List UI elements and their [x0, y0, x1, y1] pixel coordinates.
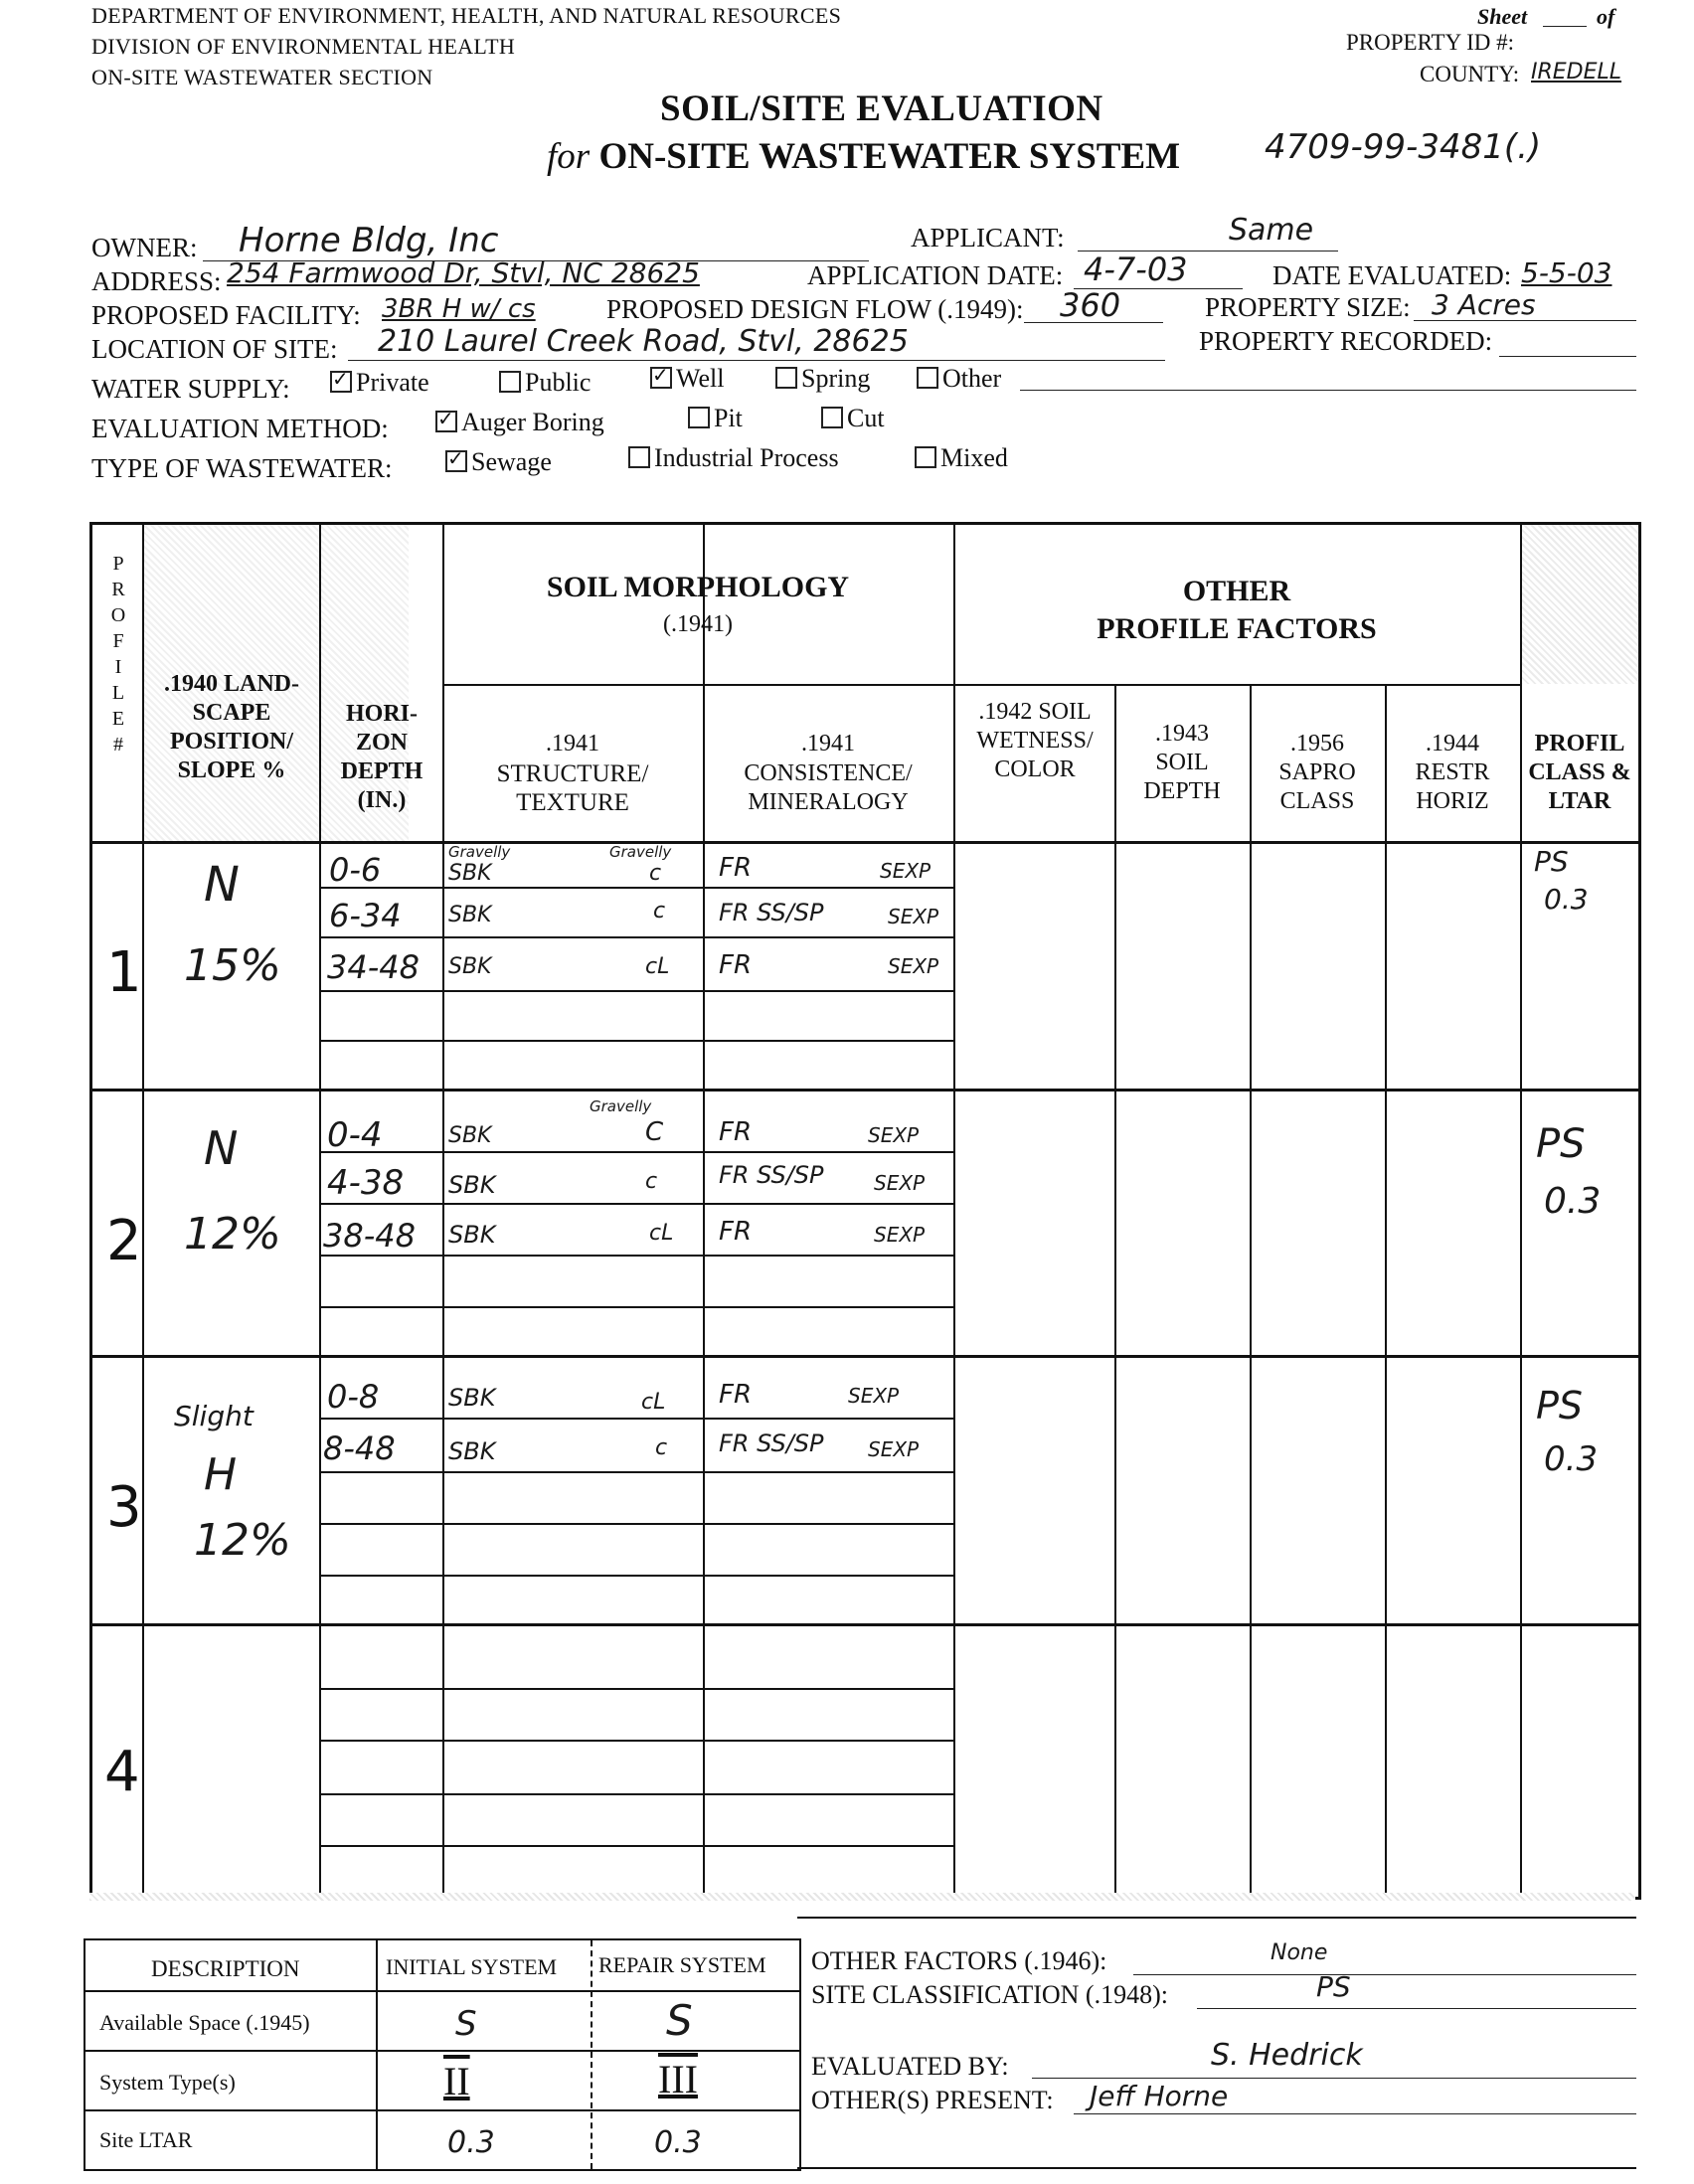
table-row-consistence: FR [719, 1117, 753, 1147]
horizon-header: HORI- ZON DEPTH (IN.) [340, 701, 424, 813]
division-line: DIVISION OF ENVIRONMENTAL HEALTH [91, 34, 516, 59]
table-row-structure: SBK [448, 1123, 492, 1148]
profile-3-landscape: Slight [174, 1400, 254, 1432]
table-row-mineralogy: SEXP [848, 1384, 900, 1408]
profile-2-class: PS [1536, 1121, 1586, 1167]
profile-3-class: PS [1536, 1384, 1584, 1428]
table-row-mineralogy: SEXP [874, 1171, 926, 1195]
system-summary-table [84, 1938, 801, 2171]
soil-morphology-code: (.1941) [663, 611, 733, 637]
soil-morphology-title: SOIL MORPHOLOGY [546, 571, 850, 603]
table-row-mineralogy: SEXP [888, 905, 939, 928]
table-row-structure: SBK [448, 1437, 496, 1465]
water-well-option[interactable]: ✓ Well [650, 364, 724, 394]
department-line: DEPARTMENT OF ENVIRONMENT, HEALTH, AND NATURAL RESOURCES [91, 3, 842, 28]
table-row-consistence: FR [719, 853, 753, 883]
industrial-option[interactable]: Industrial Process [628, 443, 839, 473]
table-row-depth: 0-6 [329, 851, 382, 889]
profile-class-header: PROFIL CLASS & LTAR [1528, 731, 1631, 814]
auger-boring-option[interactable]: ✓ Auger Boring [435, 408, 604, 437]
table-row-texture: C [645, 1117, 664, 1147]
design-flow-label: PROPOSED DESIGN FLOW (.1949): [606, 294, 1024, 324]
profile-1-class: PS [1534, 845, 1569, 878]
table-row-note: Gravelly [590, 1097, 652, 1115]
department-block [91, 0, 841, 92]
table-row-depth: 38-48 [323, 1217, 416, 1255]
other-checkbox[interactable] [917, 367, 938, 389]
water-private-option[interactable]: ✓ Private [330, 368, 429, 398]
table-row-note: Gravelly [448, 843, 511, 861]
soil-depth-header: .1943 SOIL DEPTH [1143, 721, 1221, 804]
water-spring-option[interactable]: Spring [775, 364, 870, 394]
profile-3-ltar: 0.3 [1544, 1439, 1599, 1479]
table-row-depth: 4-38 [327, 1163, 405, 1203]
soil-evaluation-table [89, 522, 1641, 1900]
profile-1-ltar: 0.3 [1544, 883, 1589, 916]
property-id-value: 4709-99-3481(.) [1265, 127, 1542, 167]
table-row-texture: cL [641, 1390, 666, 1415]
evaluated-by-label: EVALUATED BY: [811, 2052, 1009, 2081]
repair-system-header: REPAIR SYSTEM [598, 1952, 766, 1977]
evaluation-method-label: EVALUATION METHOD: [91, 414, 389, 443]
title-system: ON-SITE WASTEWATER SYSTEM [598, 136, 1181, 177]
table-row-structure: SBK [448, 954, 492, 979]
table-row-mineralogy: SEXP [874, 1223, 926, 1247]
other-factors-title: OTHER [1182, 575, 1291, 607]
structure-code: .1941 [546, 731, 599, 756]
available-space-label: Available Space (.1945) [99, 2010, 310, 2035]
table-row-consistence: FR [719, 1380, 753, 1410]
table-row-depth: 34-48 [327, 948, 420, 986]
location-value: 210 Laurel Creek Road, Stvl, 28625 [378, 324, 909, 359]
sewage-checkbox[interactable] [445, 450, 467, 472]
table-row-consistence: FR SS/SP [719, 1161, 824, 1189]
profile-factors-title: PROFILE FACTORS [1097, 612, 1377, 645]
profile-1-landscape: N [204, 857, 240, 913]
site-classification-value: PS [1316, 1970, 1351, 2003]
evaluated-by-value: S. Hedrick [1211, 2038, 1363, 2073]
location-label: LOCATION OF SITE: [91, 334, 338, 364]
county-label: COUNTY: [1420, 62, 1520, 86]
date-evaluated-label: DATE EVALUATED: [1272, 260, 1512, 290]
proposed-facility-label: PROPOSED FACILITY: [91, 300, 361, 330]
profile-2-landscape: N [204, 1121, 239, 1175]
table-row-consistence: FR [719, 1217, 753, 1247]
structure-header: STRUCTURE/ TEXTURE [496, 760, 649, 816]
pit-option[interactable]: Pit [688, 404, 743, 433]
applicant-value: Same [1229, 213, 1314, 248]
applicant-label: APPLICANT: [911, 223, 1065, 252]
restr-header: .1944 RESTR HORIZ [1415, 731, 1490, 814]
table-row-depth: 8-48 [323, 1429, 396, 1467]
table-row-texture: c [655, 1435, 668, 1460]
public-checkbox[interactable] [499, 371, 521, 393]
title-for: for [547, 136, 591, 177]
sheet-label: Sheet [1477, 4, 1528, 29]
property-size-value: 3 Acres [1432, 288, 1536, 321]
wetness-header: .1942 SOIL WETNESS/ COLOR [976, 699, 1094, 782]
consistence-code: .1941 [801, 731, 855, 756]
table-row-note: Gravelly [609, 843, 672, 861]
system-type-label: System Type(s) [99, 2070, 236, 2095]
owner-label: OWNER: [91, 233, 198, 262]
wastewater-type-label: TYPE OF WASTEWATER: [91, 453, 393, 483]
section-line: ON-SITE WASTEWATER SECTION [91, 65, 433, 89]
initial-system-header: INITIAL SYSTEM [386, 1954, 558, 1979]
profile-1-slope: 15% [184, 940, 281, 991]
table-row-structure: SBK [448, 903, 492, 927]
table-row-mineralogy: SEXP [880, 859, 932, 883]
table-row-texture: c [649, 861, 662, 886]
other-factors-value: None [1270, 1940, 1328, 1965]
site-classification-label: SITE CLASSIFICATION (.1948): [811, 1980, 1168, 2009]
others-present-value: Jeff Horne [1090, 2080, 1229, 2112]
profile-2-slope: 12% [184, 1209, 281, 1260]
table-row-depth: 0-8 [327, 1378, 380, 1416]
landscape-header: .1940 LAND- SCAPE POSITION/ SLOPE % [164, 671, 299, 783]
sheet-of-label: of [1597, 4, 1615, 29]
cut-option[interactable]: Cut [821, 404, 885, 433]
site-ltar-initial: 0.3 [447, 2125, 495, 2160]
profile-2-number: 2 [106, 1209, 142, 1273]
site-ltar-label: Site LTAR [99, 2127, 193, 2152]
table-row-mineralogy: SEXP [868, 1437, 920, 1461]
table-row-consistence: FR SS/SP [719, 1429, 824, 1457]
site-ltar-repair: 0.3 [654, 2125, 702, 2160]
available-space-initial: S [455, 2004, 477, 2044]
table-row-texture: cL [649, 1221, 674, 1246]
proposed-facility-value: 3BR H w/ cs [382, 294, 536, 324]
pit-checkbox[interactable] [688, 407, 710, 428]
profile-2-ltar: 0.3 [1544, 1181, 1602, 1222]
table-row-depth: 0-4 [327, 1115, 383, 1155]
date-evaluated-value: 5-5-03 [1521, 256, 1612, 289]
table-row-consistence: FR [719, 950, 753, 980]
spring-checkbox[interactable] [775, 367, 797, 389]
profile-4-number: 4 [104, 1740, 140, 1804]
sapro-header: .1956 SAPRO CLASS [1278, 731, 1356, 814]
profile-3-position: H [204, 1449, 238, 1500]
consistence-header: CONSISTENCE/ MINERALOGY [744, 760, 913, 815]
mixed-option[interactable]: Mixed [915, 443, 1008, 473]
property-size-label: PROPERTY SIZE: [1205, 292, 1411, 322]
application-date-label: APPLICATION DATE: [807, 260, 1064, 290]
industrial-checkbox[interactable] [628, 446, 650, 468]
auger-checkbox[interactable] [435, 411, 457, 432]
water-supply-label: WATER SUPPLY: [91, 374, 290, 404]
table-row-structure: SBK [448, 1221, 496, 1249]
others-present-label: OTHER(S) PRESENT: [811, 2086, 1054, 2114]
table-row-depth: 6-34 [329, 897, 402, 934]
table-row-structure: SBK [448, 1384, 496, 1412]
table-row-texture: c [653, 899, 666, 924]
table-row-structure: SBK [448, 861, 492, 886]
profile-1-number: 1 [106, 940, 142, 1005]
available-space-repair: S [666, 1996, 693, 2045]
mixed-checkbox[interactable] [915, 446, 936, 468]
private-checkbox[interactable] [330, 371, 352, 393]
sewage-option[interactable]: ✓ Sewage [445, 447, 552, 477]
other-factors-label: OTHER FACTORS (.1946): [811, 1946, 1107, 1975]
property-id-label: PROPERTY ID #: [1346, 30, 1515, 55]
table-row-structure: SBK [448, 1171, 496, 1199]
design-flow-value: 360 [1060, 286, 1121, 324]
table-row-texture: c [645, 1169, 658, 1194]
system-type-initial: II [443, 2059, 470, 2103]
county-value: IREDELL [1531, 60, 1622, 84]
form-subtitle [547, 135, 1180, 178]
description-header: DESCRIPTION [151, 1956, 300, 1981]
address-value: 254 Farmwood Dr, Stvl, NC 28625 [227, 256, 700, 289]
well-checkbox[interactable] [650, 367, 672, 389]
application-date-value: 4-7-03 [1084, 251, 1188, 288]
profile-header: P R O F I L E # [110, 553, 126, 756]
profile-3-number: 3 [106, 1475, 142, 1540]
property-recorded-label: PROPERTY RECORDED: [1199, 326, 1493, 356]
profile-3-slope: 12% [194, 1515, 291, 1566]
water-other-option[interactable]: Other [917, 364, 1001, 394]
system-type-repair: III [658, 2057, 698, 2101]
water-public-option[interactable]: Public [499, 368, 591, 398]
cut-checkbox[interactable] [821, 407, 843, 428]
table-row-mineralogy: SEXP [868, 1123, 920, 1147]
address-label: ADDRESS: [91, 266, 222, 296]
table-row-texture: cL [645, 954, 670, 979]
table-row-consistence: FR SS/SP [719, 899, 824, 926]
form-title: SOIL/SITE EVALUATION [660, 88, 1103, 129]
table-row-mineralogy: SEXP [888, 954, 939, 978]
owner-value: Horne Bldg, Inc [239, 221, 499, 260]
